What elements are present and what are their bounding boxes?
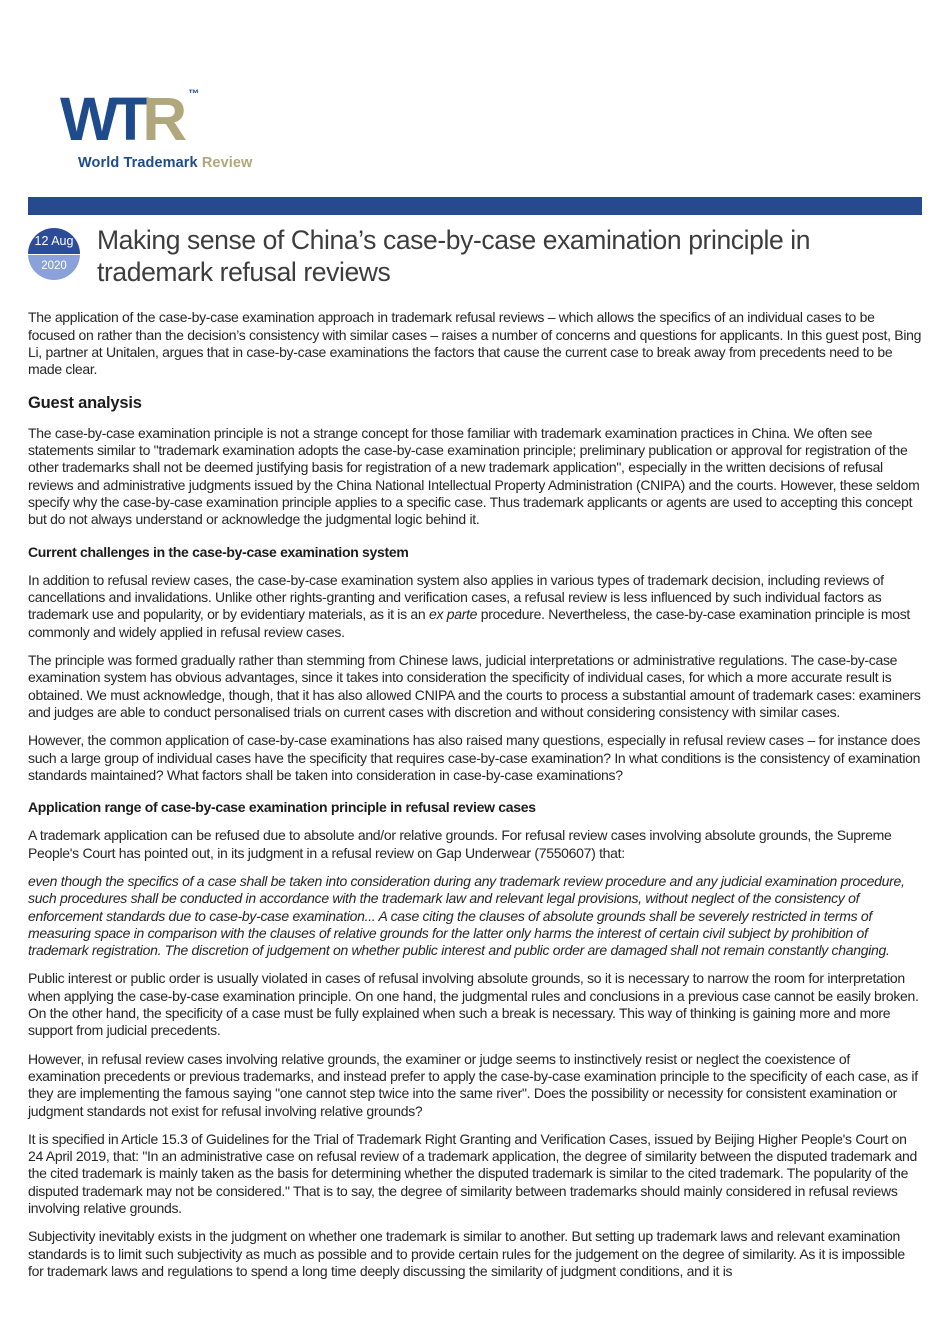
date-badge bbox=[28, 228, 80, 280]
article-page bbox=[0, 86, 950, 1280]
logo-r-text: R bbox=[142, 86, 181, 154]
paragraph-article-153-guidelines: It is specified in Article 15.3 of Guidelines for the Trial of Trademark Right Granting and Verification Cases, issued by Beijing Higher People's Court on 24 April 2019, that: "In an administrative case on refusal review of a trademark application, the degree of similarity between the disputed trademark and the cited trademark is mainly taken as the basis for determining whether the disputed trademark is similar to the cited trademark. The popularity of the disputed trademark may not be considered." That is to say, the degree of similarity between trademarks should mainly considered in refusal reviews involving relative grounds. bbox=[28, 1130, 918, 1217]
subheading-current-challenges: Current challenges in the case-by-case examination system bbox=[28, 543, 409, 560]
ex-parte-italic: ex parte bbox=[428, 606, 478, 623]
top-divider-bar bbox=[28, 197, 922, 215]
paragraph-questions-raised: However, the common application of case-by-case examinations has also raised many questions, especially in refusal review cases – for instance does such a large group of individual cases have the specificity that requires case-by-case examination? In what conditions is the consistency of examination standards maintained? What factors shall be taken into consideration in case-by-case examinations? bbox=[28, 732, 921, 783]
paragraph-refusal-grounds: A trademark application can be refused due to absolute and/or relative grounds. For refusal review cases involving absolute grounds, the Supreme People's Court has pointed out, in its judgment in a refusal review on Gap Underwear (7550607) that: bbox=[28, 827, 892, 861]
paragraph-principle-formation: The principle was formed gradually rather than stemming from Chinese laws, judicial interpretations or administrative regulations. The case-by-case examination system has obvious advantages, since it takes into consideration the specificity of individual cases, for which a more accurate result is obtained. We must acknowledge, though, that it has also allowed CNIPA and the courts to process a substantial amount of trademark cases: examiners and judges are able to conduct personalised trials on current cases with discretion and without considering consistency with similar cases. bbox=[28, 652, 921, 720]
judgment-quote-block: even though the specifics of a case shall be taken into consideration during any trademark review procedure and any judicial examination procedure, such procedures shall be conducted in accordance with the trademark law and relevant legal provisions, without neglect of the consistency of enforcement standards due to case-by-case examination... A case citing the clauses of absolute grounds shall be severely restricted in terms of measuring space in comparison with the clauses of relative grounds for the latter only harms the interest of certain civil subject by prohibition of trademark registration. The discretion of judgement on whether public interest and public order are damaged shall not remain constantly changing. bbox=[28, 872, 905, 959]
paragraph-public-interest: Public interest or public order is usually violated in cases of refusal involving absolute grounds, so it is necessary to narrow the room for interpretation when applying the case-by-case examination principle. On one hand, the judgmental rules and conclusions in a previous case cannot be easily broken. On the other hand, the specificity of a case must be fully explained when such a break is necessary. This way of thinking is gaining more and more support from judicial precedents. bbox=[28, 970, 919, 1039]
paragraph-subjectivity: Subjectivity inevitably exists in the judgment on whether one trademark is similar to another. But setting up trademark laws and relevant examination standards is to limit such subjectivity as much as possible and to provide certain rules for the judgement on the degree of similarity. As it is impossible for trademark laws and regulations to spend a long time deeply discussing the similarity of judgment conditions, and it is bbox=[28, 1228, 905, 1279]
logo-tagline bbox=[78, 155, 922, 171]
date-day-month: 12 Aug bbox=[28, 228, 80, 255]
article-body bbox=[28, 309, 922, 1280]
tagline-review: Review bbox=[201, 154, 253, 171]
subheading-application-range: Application range of case-by-case examination principle in refusal review cases bbox=[28, 799, 536, 816]
paragraph-application-scope-end: procedure. Nevertheless, the case-by-case examination principle is most commonly and widely applied in refusal review cases. bbox=[28, 606, 911, 640]
paragraph-principle-concept: The case-by-case examination principle is not a strange concept for those familiar with trademark examination practices in China. We often see statements similar to "trademark examination adopts the case-by-case examination principle; preliminary publication or approval for registration of the other trademarks shall not be deemed justifying basis for registration of a new trademark application", especially in the written decisions of refusal reviews and administrative judgments issued by the China National Intellectual Property Administration (CNIPA) and the courts. However, these seldom specify why the case-by-case examination principle applies to a specific case. Thus trademark applicants or agents are used to accepting this concept but do not always understand or acknowledge the judgmental logic behind it. bbox=[28, 424, 920, 528]
trademark-symbol-icon: ™ bbox=[188, 88, 200, 100]
logo-wt-text: WT bbox=[60, 86, 143, 154]
wtr-logo bbox=[60, 86, 922, 171]
paragraph-relative-grounds: However, in refusal review cases involving relative grounds, the examiner or judge seems to instinctively resist or neglect the coexistence of examination precedents or previous trademarks, and instead prefer to apply the case-by-case examination principle to the specificity of each case, as if they are implementing the famous saying "one cannot step twice into the same river". Does the possibility or necessity for consistent examination or judgment standards not exist for refusal involving relative grounds? bbox=[28, 1050, 918, 1119]
paragraph-application-scope-start: In addition to refusal review cases, the case-by-case examination system also applies in various types of trademark decision, including reviews of cancellations and invalidations. Unlike other rights-granting and verification cases, a refusal review is less influenced by such individual factors as trademark use and popularity, or by evidentiary materials, as it is an bbox=[28, 571, 884, 623]
date-year: 2020 bbox=[28, 255, 80, 280]
intro-paragraph: The application of the case-by-case examination approach in trademark refusal reviews – which allows the specifics of an individual cases to be focused on rather than the decision’s consistency with similar cases – raises a number of concerns and questions for applicants. In this guest post, Bing Li, partner at Unitalen, argues that in case-by-case examinations the factors that cause the current case to break away from precedents need to be made clear. bbox=[28, 309, 922, 378]
tagline-world-trademark: World Trademark bbox=[78, 154, 198, 171]
article-header bbox=[28, 226, 922, 290]
guest-analysis-heading: Guest analysis bbox=[28, 394, 142, 413]
paragraph-application-scope bbox=[28, 572, 922, 641]
page-title: Making sense of China’s case-by-case examination principle in trademark refusal reviews bbox=[97, 224, 811, 288]
wtr-logo-letters bbox=[60, 86, 922, 154]
